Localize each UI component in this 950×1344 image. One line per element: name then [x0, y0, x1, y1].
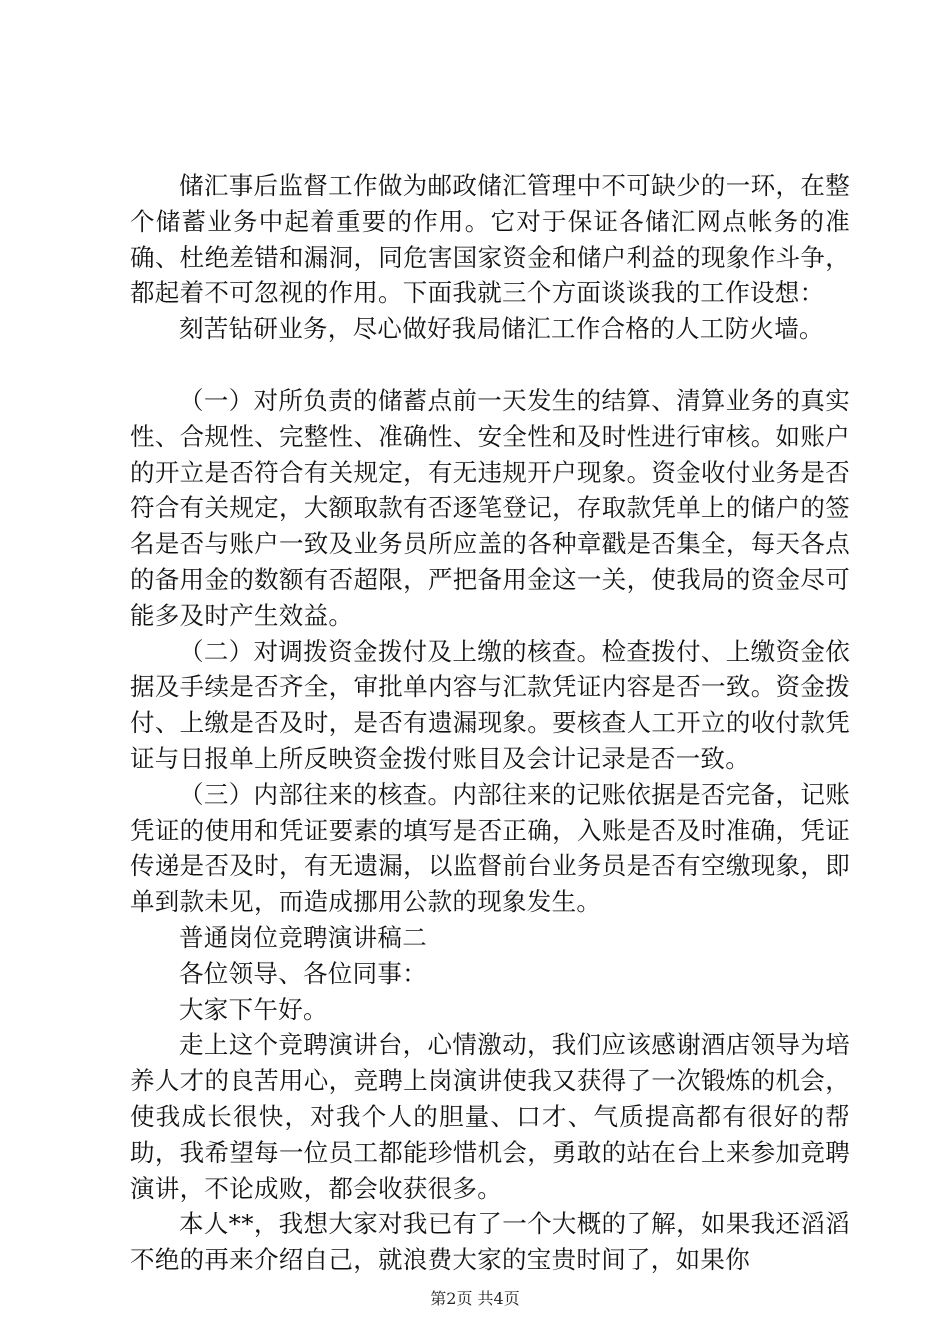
paragraph-item-three: （三）内部往来的核查。内部往来的记账依据是否完备，记账凭证的使用和凭证要素的填写是否正确，入账是否及时准确，凭证传递是否及时，有无遗漏，以监督前台业务员是否有空缴现象，即单到款未见，而造成挪用公款的现象发生。 — [130, 779, 850, 917]
paragraph-heading-firewall: 刻苦钻研业务，尽心做好我局储汇工作合格的人工防火墙。 — [179, 314, 824, 344]
paragraph-item-two: （二）对调拨资金拨付及上缴的核查。检查拨付、上缴资金依据及手续是否齐全，审批单内容与汇款凭证内容是否一致。资金拨付、上缴是否及时，是否有遗漏现象。要核查人工开立的收付款凭证与日报单上所反映资金拨付账目及会计记录是否一致。 — [130, 636, 850, 773]
document-body — [130, 168, 850, 1278]
paragraph-self-intro: 本人**，我想大家对我已有了一个大概的了解，如果我还滔滔不绝的再来介绍自己，就浪费大家的宝贵时间了，如果你 — [130, 1209, 850, 1275]
paragraph-item-one: （一）对所负责的储蓄点前一天发生的结算、清算业务的真实性、合规性、完整性、准确性、安全性和及时性进行审核。如账户的开立是否符合有关规定，有无违规开户现象。资金收付业务是否符合有关规定，大额取款有否逐笔登记，存取款凭单上的储户的签名是否与账户一致及业务员所应盖的各种章戳是否集全，每天各点的备用金的数额有否超限，严把备用金这一关，使我局的资金尽可能多及时产生效益。 — [130, 385, 850, 630]
paragraph-salutation: 各位领导、各位同事： — [179, 958, 427, 988]
section-title-speech-two: 普通岗位竞聘演讲稿二 — [179, 922, 427, 952]
page-number-footer: 第2页 共4页 — [430, 1289, 520, 1308]
paragraph-gap — [130, 347, 850, 383]
paragraph-intro: 储汇事后监督工作做为邮政储汇管理中不可缺少的一环，在整个储蓄业务中起着重要的作用。它对于保证各储汇网点帐务的准确、杜绝差错和漏洞，同危害国家资金和储户利益的现象作斗争，都起着不可忽视的作用。下面我就三个方面谈谈我的工作设想： — [130, 171, 850, 308]
paragraph-greeting: 大家下午好。 — [179, 994, 328, 1024]
paragraph-speech-opening: 走上这个竞聘演讲台，心情激动，我们应该感谢酒店领导为培养人才的良苦用心，竞聘上岗演讲使我又获得了一次锻炼的机会，使我成长很快，对我个人的胆量、口才、气质提高都有很好的帮助，我希望每一位员工都能珍惜机会，勇敢的站在台上来参加竞聘演讲，不论成败，都会收获很多。 — [130, 1030, 850, 1203]
